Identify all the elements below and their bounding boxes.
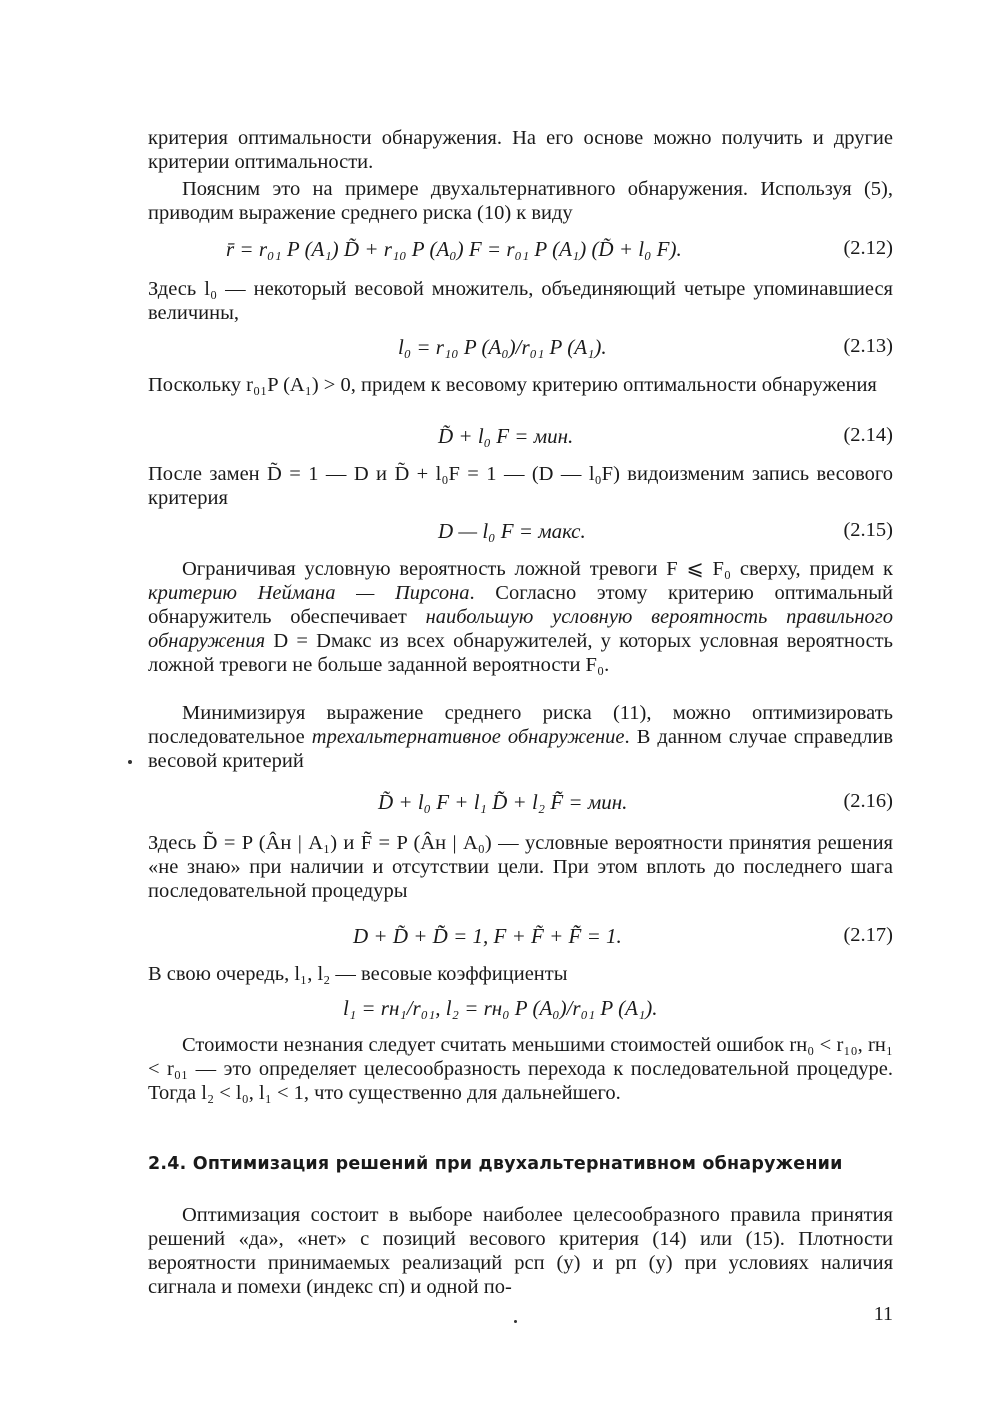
scan-speck — [514, 1320, 517, 1323]
italic-term: критерию Неймана — Пирсона — [148, 582, 470, 604]
paragraph-neyman-pearson — [148, 557, 893, 677]
equation-formula: D̃ + l₀ F = мин. — [438, 424, 574, 448]
italic-term: трехальтернативное обнаружение — [311, 726, 625, 748]
paragraph-here: Здесь D̃̃ = P (Âн | A₁) и F̃̃ = P (Âн | A₀) — условные вероятности принятия решения «не знаю» при наличии и отсутствии цели. При этом вплоть до последнего шага последовательной процедуры — [148, 832, 893, 902]
page-number: 11 — [873, 1303, 893, 1325]
text-run: . Согласно этому критерию оптимальный обнаружитель обеспечивает — [148, 582, 893, 628]
paragraph-coefficients: В свою очередь, l₁, l₂ — весовые коэффициенты — [148, 963, 568, 985]
equation-2-15 — [148, 519, 893, 545]
equation-number: (2.15) — [843, 519, 893, 541]
paragraph-optimization: Оптимизация состоит в выборе наиболее целесообразного правила принятия решений «да», «нет» с позиций весового критерия (14) или (15). Плотности вероятности принимаемых реализаций pсп (y) и pп (y) при условиях наличия сигнала и помехи (индекс сп) и одной по- — [148, 1204, 893, 1298]
paragraph-cost: Стоимости незнания следует считать меньшими стоимостей ошибок rн₀ < r₁₀, rн₁ < r₀₁ — это определяет целесообразность перехода к последовательной процедуре. Тогда l₂ < l₀, l₁ < 1, что существенно для дальнейшего. — [148, 1034, 893, 1104]
paragraph-explain: Поясним это на примере двухальтернативного обнаружения. Используя (5), приводим выражение среднего риска (10) к виду — [148, 178, 893, 224]
equation-number: (2.13) — [843, 335, 893, 357]
paragraph-since: Поскольку r₀₁P (A₁) > 0, придем к весовому критерию оптимальности обнаружения — [148, 374, 877, 396]
paragraph-after: После замен D̃ = 1 — D и D̃ + l₀F = 1 — (D — l₀F) видоизменим запись весового критерия — [148, 463, 893, 509]
paragraph-intro: критерия оптимальности обнаружения. На его основе можно получить и другие критерии оптимальности. — [148, 127, 893, 173]
scan-speck — [128, 760, 132, 764]
equation-formula: l₀ = r₁₀ P (A₀)/r₀₁ P (A₁). — [398, 335, 607, 359]
equation-number: (2.12) — [843, 237, 893, 259]
equation-formula: l₁ = rн₁/r₀₁, l₂ = rн₀ P (A₀)/r₀₁ P (A₁). — [343, 996, 658, 1020]
text-run: Ограничивая условную вероятность ложной тревоги F ⩽ F₀ сверху, придем к — [182, 558, 893, 580]
equation-formula: r̄ = r₀₁ P (A₁) D̃ + r₁₀ P (A₀) F = r₀₁ P (A₁) (D̃ + l₀ F). — [226, 237, 682, 261]
equation-coefficients — [148, 996, 893, 1022]
section-heading: 2.4. Оптимизация решений при двухальтернативном обнаружении — [148, 1154, 843, 1174]
equation-number: (2.17) — [843, 924, 893, 946]
equation-2-16 — [148, 790, 893, 816]
italic-term: наибольшую условную вероятность правильного обнаружения — [148, 606, 893, 652]
equation-formula: D + D̃ + D̃̃ = 1, F + F̃ + F̃̃ = 1. — [353, 924, 622, 948]
text-run: Минимизируя выражение среднего риска (11), можно оптимизировать последовательное — [148, 702, 893, 748]
equation-2-17 — [148, 924, 893, 950]
text-run: D = Dмакс из всех обнаружителей, у которых условная вероятность ложной тревоги не больше заданной вероятности F₀. — [148, 630, 893, 676]
equation-number: (2.16) — [843, 790, 893, 812]
equation-number: (2.14) — [843, 424, 893, 446]
equation-2-12 — [148, 237, 893, 263]
paragraph-minimize — [148, 701, 893, 773]
equation-2-14 — [148, 424, 893, 450]
book-page — [148, 0, 893, 1418]
paragraph-l0: Здесь l₀ — некоторый весовой множитель, объединяющий четыре упоминавшиеся величины, — [148, 278, 893, 324]
equation-formula: D̃ + l₀ F + l₁ D̃̃ + l₂ F̃̃ = мин. — [378, 790, 628, 814]
equation-formula: D — l₀ F = макс. — [438, 519, 586, 543]
equation-2-13 — [148, 335, 893, 361]
text-run: . В данном случае справедлив весовой критерий — [148, 726, 893, 772]
